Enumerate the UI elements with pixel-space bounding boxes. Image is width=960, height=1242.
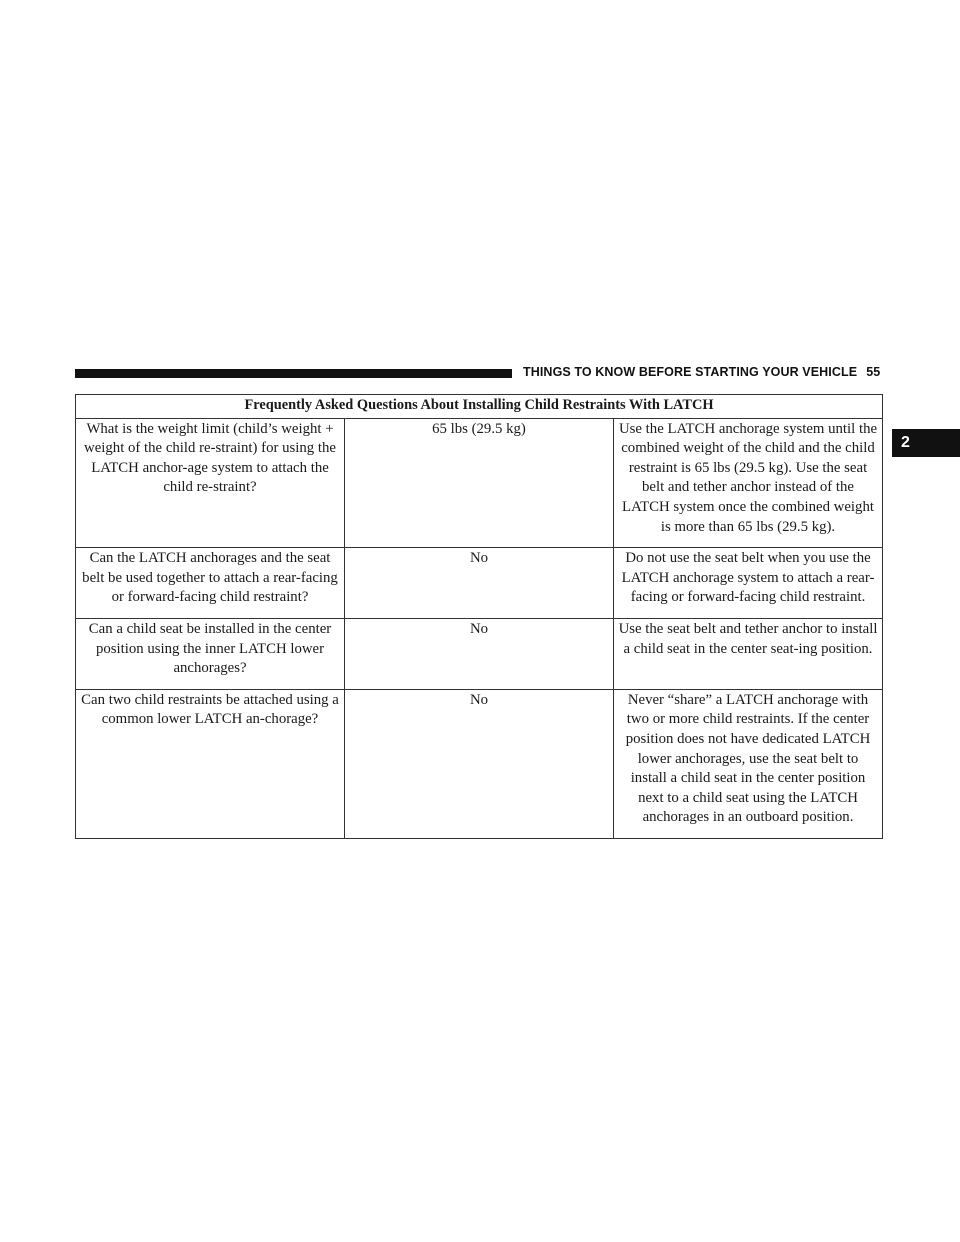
- page-number: 55: [866, 365, 881, 379]
- table-row: [76, 418, 883, 548]
- faq-table: [75, 394, 883, 839]
- running-header: [523, 365, 880, 379]
- table-row: [76, 548, 883, 619]
- detail-cell: Use the LATCH anchorage system until the combined weight of the child and the child restraint is 65 lbs (29.5 kg). Use the seat belt and tether anchor instead of the LATCH system once the combined weight is more than 65 lbs (29.5 kg).: [614, 418, 883, 548]
- answer-cell: 65 lbs (29.5 kg): [345, 418, 614, 548]
- answer-cell: No: [345, 689, 614, 838]
- table-title-row: [76, 395, 883, 419]
- question-cell: Can two child restraints be attached using a common lower LATCH an-chorage?: [76, 689, 345, 838]
- table-row: [76, 618, 883, 689]
- answer-cell: No: [345, 548, 614, 619]
- chapter-number: 2: [901, 434, 910, 451]
- question-cell: Can a child seat be installed in the center position using the inner LATCH lower anchorages?: [76, 618, 345, 689]
- answer-cell: No: [345, 618, 614, 689]
- detail-cell: Do not use the seat belt when you use the LATCH anchorage system to attach a rear-facing or forward-facing child restraint.: [614, 548, 883, 619]
- detail-cell: Never “share” a LATCH anchorage with two or more child restraints. If the center position does not have dedicated LATCH lower anchorages, use the seat belt to install a child seat in the center position next to a child seat using the LATCH anchorages in an outboard position.: [614, 689, 883, 838]
- header-rule: [75, 369, 512, 378]
- question-cell: Can the LATCH anchorages and the seat belt be used together to attach a rear-facing or forward-facing child restraint?: [76, 548, 345, 619]
- detail-cell: Use the seat belt and tether anchor to install a child seat in the center seat-ing position.: [614, 618, 883, 689]
- table-row: [76, 689, 883, 838]
- question-cell: What is the weight limit (child’s weight + weight of the child re-straint) for using the LATCH anchor-age system to attach the child re-straint?: [76, 418, 345, 548]
- chapter-tab: [892, 429, 960, 457]
- table-title: Frequently Asked Questions About Installing Child Restraints With LATCH: [76, 395, 883, 419]
- chapter-title: THINGS TO KNOW BEFORE STARTING YOUR VEHICLE: [523, 365, 858, 379]
